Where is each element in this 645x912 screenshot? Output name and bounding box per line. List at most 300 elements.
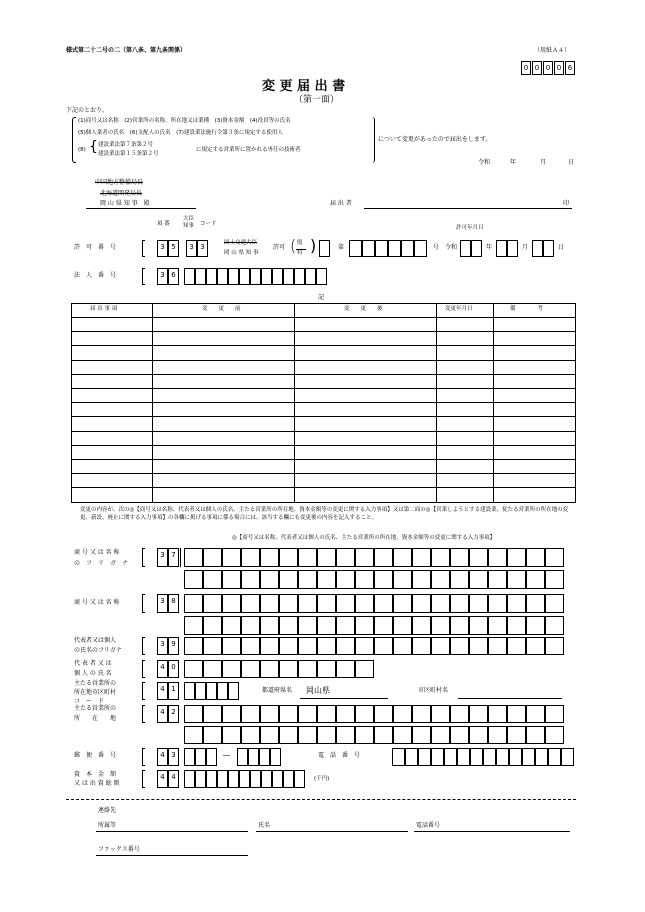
name-box[interactable] — [545, 594, 564, 613]
rep-kana-box[interactable] — [203, 637, 222, 655]
corp-number-box[interactable] — [272, 268, 283, 285]
rep-kana-item-digit: 3 — [157, 637, 168, 655]
kana-name-box[interactable] — [374, 570, 393, 589]
rep-name-box[interactable] — [336, 660, 355, 678]
corp-item-digit: 3 — [157, 268, 168, 285]
permit-number-box[interactable] — [388, 240, 401, 257]
rep-kana-box[interactable] — [469, 637, 488, 655]
name-box[interactable] — [431, 616, 450, 635]
form-code-digit: 0 — [532, 61, 542, 75]
kana-name-box[interactable] — [298, 548, 317, 567]
address-box[interactable] — [222, 726, 241, 744]
name-item-digit: 8 — [168, 594, 179, 613]
address-box[interactable] — [507, 705, 526, 723]
city-code-box[interactable] — [217, 682, 228, 700]
address-box[interactable] — [336, 705, 355, 723]
table-header: 備 考 — [510, 306, 544, 312]
address-box[interactable] — [488, 726, 507, 744]
permit-number-box[interactable] — [414, 240, 427, 257]
contact-name-label: 氏名 — [258, 822, 271, 829]
kind-divider — [296, 249, 306, 250]
permit-number-box[interactable] — [401, 240, 414, 257]
name-box[interactable] — [222, 616, 241, 635]
authority-minister: 国土交通大臣 — [224, 240, 258, 246]
rep-name-box[interactable] — [260, 660, 279, 678]
address-box[interactable] — [317, 726, 336, 744]
kana-name-box[interactable] — [431, 570, 450, 589]
address-box[interactable] — [545, 726, 564, 744]
name-box[interactable] — [298, 594, 317, 613]
corp-number-box[interactable] — [283, 268, 294, 285]
address-box[interactable] — [203, 705, 222, 723]
corp-number-box[interactable] — [228, 268, 239, 285]
change-table — [71, 303, 576, 503]
contact-name-line[interactable] — [256, 831, 408, 832]
permit-month-box[interactable] — [507, 240, 518, 257]
address-box[interactable] — [260, 726, 279, 744]
address-box[interactable] — [298, 726, 317, 744]
tel-label: 電 話 番 号 — [318, 752, 361, 759]
rep-kana-box[interactable] — [507, 637, 526, 655]
city-code-item-digit: 1 — [168, 682, 179, 700]
postal-box[interactable] — [195, 748, 206, 766]
postal-box[interactable] — [259, 748, 270, 766]
postal-bracket — [142, 748, 145, 766]
kana-name-box[interactable] — [260, 548, 279, 567]
address-box[interactable] — [526, 705, 545, 723]
address-box[interactable] — [431, 705, 450, 723]
tel-box[interactable] — [444, 748, 457, 766]
kana-name-box[interactable] — [355, 548, 374, 567]
applicant-label: 届 出 者 — [330, 200, 352, 207]
name-box[interactable] — [488, 594, 507, 613]
kana-name-box[interactable] — [469, 570, 488, 589]
tel-box[interactable] — [548, 748, 561, 766]
name-box[interactable] — [317, 616, 336, 635]
name-box[interactable] — [450, 594, 469, 613]
form-code-digit: 6 — [565, 61, 575, 75]
name-box[interactable] — [374, 594, 393, 613]
intro-items-line2: (5)個人業者の氏名 (6)支配人の氏名 (7)建設業法施行令第３条に規定する使用人 — [78, 130, 283, 136]
name-box[interactable] — [412, 594, 431, 613]
permit-item-digit: 3 — [157, 240, 168, 257]
address-box[interactable] — [241, 705, 260, 723]
address-box[interactable] — [184, 726, 203, 744]
permit-year-box[interactable] — [471, 240, 482, 257]
kana-name-box[interactable] — [526, 570, 545, 589]
name-box[interactable] — [203, 616, 222, 635]
address-box[interactable] — [412, 726, 431, 744]
contact-fax-label: ファックス番号 — [98, 846, 140, 853]
name-box[interactable] — [526, 594, 545, 613]
kana-name-box[interactable] — [279, 548, 298, 567]
corp-item-digit: 6 — [168, 268, 179, 285]
addressee-okayama: 岡 山 県 知 事 殿 — [100, 200, 150, 207]
address-box[interactable] — [412, 705, 431, 723]
permit-number-box[interactable] — [349, 240, 362, 257]
rep-name-item-digit: 4 — [157, 660, 168, 678]
name-box[interactable] — [469, 616, 488, 635]
kana-name-box[interactable] — [203, 548, 222, 567]
permit-code-digit: 3 — [197, 240, 208, 257]
tel-box[interactable] — [392, 748, 405, 766]
rep-name-bracket — [142, 660, 145, 678]
name-box[interactable] — [526, 616, 545, 635]
corp-number-box[interactable] — [305, 268, 316, 285]
kana-name-bracket — [142, 548, 145, 567]
rep-kana-box[interactable] — [241, 637, 260, 655]
table-row[interactable] — [72, 317, 575, 318]
corp-number-box[interactable] — [294, 268, 305, 285]
kana-name-box[interactable] — [507, 570, 526, 589]
table-row[interactable] — [72, 331, 575, 332]
kana-name-box[interactable] — [393, 570, 412, 589]
applicant-seal: 印 — [563, 200, 570, 207]
kana-name-box[interactable] — [222, 548, 241, 567]
address-box[interactable] — [336, 726, 355, 744]
corp-number-box[interactable] — [316, 268, 327, 285]
address-box[interactable] — [374, 705, 393, 723]
name-box[interactable] — [336, 594, 355, 613]
capital-box[interactable] — [195, 770, 206, 788]
address-item-digit: 2 — [168, 705, 179, 723]
permit-item-digit: 5 — [168, 240, 179, 257]
permit-word: 許可 — [273, 244, 286, 251]
address-box[interactable] — [393, 726, 412, 744]
city-code-label2: 所在地市区町村 — [74, 689, 117, 696]
name-box[interactable] — [393, 616, 412, 635]
kana-name-item-digit: 7 — [168, 548, 179, 567]
rep-kana-box[interactable] — [526, 637, 545, 655]
permit-code-digit: 3 — [186, 240, 197, 257]
name-box[interactable] — [241, 594, 260, 613]
name-box[interactable] — [241, 616, 260, 635]
tel-box[interactable] — [483, 748, 496, 766]
address-box[interactable] — [450, 726, 469, 744]
table-row[interactable] — [72, 431, 575, 432]
kana-name-box[interactable] — [374, 548, 393, 567]
pref-underline — [300, 698, 388, 699]
rep-kana-box[interactable] — [298, 637, 317, 655]
contact-fax-line[interactable] — [96, 855, 248, 856]
tel-box[interactable] — [535, 748, 548, 766]
address-box[interactable] — [279, 705, 298, 723]
capital-box[interactable] — [261, 770, 272, 788]
rep-name-box[interactable] — [298, 660, 317, 678]
rep-kana-box[interactable] — [374, 637, 393, 655]
pref-label: 都道府県名 — [262, 687, 293, 694]
kind-box[interactable] — [319, 240, 330, 257]
name-box[interactable] — [450, 616, 469, 635]
rep-name-box[interactable] — [203, 660, 222, 678]
contact-tel-line[interactable] — [414, 831, 570, 832]
address-box[interactable] — [355, 705, 374, 723]
capital-box[interactable] — [217, 770, 228, 788]
capital-label1: 資 本 金 額 — [74, 771, 117, 778]
kana-name-label1: 商 号 又 は 名 称 — [74, 549, 120, 556]
intro-left-brace — [72, 117, 76, 163]
name-box[interactable] — [279, 594, 298, 613]
rep-kana-box[interactable] — [431, 637, 450, 655]
tel-box[interactable] — [418, 748, 431, 766]
kana-name-item-digit: 3 — [157, 548, 168, 567]
postal-box[interactable] — [184, 748, 195, 766]
table-row[interactable] — [72, 487, 575, 488]
permit-month-box[interactable] — [496, 240, 507, 257]
tel-box[interactable] — [405, 748, 418, 766]
address-box[interactable] — [469, 705, 488, 723]
intro-lead: 下記のとおり、 — [66, 107, 109, 114]
name-box[interactable] — [184, 594, 203, 613]
name-box[interactable] — [469, 594, 488, 613]
capital-box[interactable] — [206, 770, 217, 788]
rep-kana-box[interactable] — [336, 637, 355, 655]
rep-kana-box[interactable] — [450, 637, 469, 655]
corp-number-box[interactable] — [261, 268, 272, 285]
name-box[interactable] — [222, 594, 241, 613]
corp-bracket — [142, 268, 145, 285]
address-box[interactable] — [469, 726, 488, 744]
name-box[interactable] — [279, 616, 298, 635]
name-box[interactable] — [488, 616, 507, 635]
name-box[interactable] — [507, 594, 526, 613]
postal-item-digit: 3 — [168, 748, 179, 766]
contact-office-label: 所属等 — [98, 822, 117, 829]
address-label2: 所 在 地 — [74, 715, 117, 722]
corp-number-box[interactable] — [206, 268, 217, 285]
kana-name-box[interactable] — [526, 548, 545, 567]
kana-name-box[interactable] — [298, 570, 317, 589]
address-box[interactable] — [545, 705, 564, 723]
kana-name-box[interactable] — [241, 570, 260, 589]
kana-name-box[interactable] — [184, 548, 203, 567]
paper-size: （用紙Ａ４） — [534, 47, 571, 54]
kind-open-paren: ( — [290, 236, 297, 255]
rep-kana-box[interactable] — [279, 637, 298, 655]
name-box[interactable] — [355, 594, 374, 613]
corp-number-box[interactable] — [250, 268, 261, 285]
kana-name-box[interactable] — [450, 548, 469, 567]
rep-kana-box[interactable] — [317, 637, 336, 655]
permit-label: 許 可 番 号 — [74, 244, 117, 251]
postal-box[interactable] — [237, 748, 248, 766]
city-code-label3: コ ー ド — [74, 698, 105, 705]
kana-name-box[interactable] — [317, 570, 336, 589]
name-box[interactable] — [317, 594, 336, 613]
capital-box[interactable] — [250, 770, 261, 788]
kana-name-box[interactable] — [222, 570, 241, 589]
city-code-box[interactable] — [195, 682, 206, 700]
kana-name-box[interactable] — [336, 570, 355, 589]
address-box[interactable] — [298, 705, 317, 723]
name-box[interactable] — [260, 594, 279, 613]
permit-go: 号 — [433, 244, 440, 251]
city-code-box[interactable] — [228, 682, 239, 700]
address-box[interactable] — [507, 726, 526, 744]
postal-box[interactable] — [206, 748, 217, 766]
name-box[interactable] — [374, 616, 393, 635]
kana-name-box[interactable] — [203, 570, 222, 589]
tel-box[interactable] — [509, 748, 522, 766]
kana-name-box[interactable] — [431, 548, 450, 567]
rep-kana-box[interactable] — [222, 637, 241, 655]
city-code-item-digit: 4 — [157, 682, 168, 700]
address-box[interactable] — [488, 705, 507, 723]
kana-name-box[interactable] — [469, 548, 488, 567]
tel-box[interactable] — [561, 748, 574, 766]
tel-box[interactable] — [457, 748, 470, 766]
kana-name-box[interactable] — [488, 570, 507, 589]
postal-label: 郵 便 番 号 — [74, 752, 117, 759]
capital-bracket — [142, 770, 145, 788]
address-box[interactable] — [241, 726, 260, 744]
corp-number-box[interactable] — [239, 268, 250, 285]
rep-name-label1: 代 表 者 又 は — [74, 660, 112, 667]
capital-box[interactable] — [294, 770, 305, 788]
address-box[interactable] — [222, 705, 241, 723]
address-box[interactable] — [450, 705, 469, 723]
address-box[interactable] — [279, 726, 298, 744]
date-year-label: 年 — [510, 159, 517, 166]
name-box[interactable] — [355, 616, 374, 635]
intro-item8-law2: 建設業法第１５条第２号 — [98, 151, 159, 157]
kana-name-box[interactable] — [488, 548, 507, 567]
table-row[interactable] — [72, 445, 575, 446]
rep-name-box[interactable] — [317, 660, 336, 678]
address-box[interactable] — [260, 705, 279, 723]
intro-item8-tail: に規定する営業所に置かれる専任の技術者 — [196, 147, 301, 153]
capital-box[interactable] — [272, 770, 283, 788]
table-row[interactable] — [72, 459, 575, 460]
corp-number-box[interactable] — [217, 268, 228, 285]
kana-name-box[interactable] — [241, 548, 260, 567]
kana-name-box[interactable] — [545, 548, 564, 567]
city-code-box[interactable] — [206, 682, 217, 700]
name-box[interactable] — [260, 616, 279, 635]
rep-kana-box[interactable] — [545, 637, 564, 655]
name-item-digit: 3 — [157, 594, 168, 613]
capital-box[interactable] — [184, 770, 195, 788]
capital-item-digit: 4 — [157, 770, 168, 788]
tel-box[interactable] — [470, 748, 483, 766]
rep-name-label2: 個 人 の 氏 名 — [74, 670, 112, 677]
address-box[interactable] — [203, 726, 222, 744]
capital-box[interactable] — [228, 770, 239, 788]
table-row[interactable] — [72, 345, 575, 346]
permit-date-label: 許可年月日 — [456, 225, 484, 231]
col-code: コード — [200, 221, 217, 227]
rep-kana-item-digit: 9 — [168, 637, 179, 655]
name-box[interactable] — [545, 616, 564, 635]
address-box[interactable] — [374, 726, 393, 744]
kana-name-box[interactable] — [317, 548, 336, 567]
kana-name-label2: の フ リ ガ ナ — [74, 560, 129, 567]
kana-name-box[interactable] — [507, 548, 526, 567]
address-box[interactable] — [431, 726, 450, 744]
permit-day-box[interactable] — [532, 240, 543, 257]
rep-kana-box[interactable] — [184, 637, 203, 655]
kana-name-box[interactable] — [184, 570, 203, 589]
city-input-line[interactable] — [458, 698, 562, 699]
kind-close-paren: ) — [310, 236, 317, 255]
rep-kana-box[interactable] — [355, 637, 374, 655]
name-box[interactable] — [336, 616, 355, 635]
date-reiwa-label: 令和 — [478, 159, 491, 166]
kana-name-box[interactable] — [355, 570, 374, 589]
addressee-chugoku: 中国地方整備局長 — [95, 179, 144, 186]
capital-box[interactable] — [283, 770, 294, 788]
table-row[interactable] — [72, 473, 575, 474]
permit-day-box[interactable] — [543, 240, 554, 257]
tel-box[interactable] — [522, 748, 535, 766]
kana-name-box[interactable] — [412, 570, 431, 589]
address-box[interactable] — [355, 726, 374, 744]
rep-name-box[interactable] — [222, 660, 241, 678]
corp-number-box[interactable] — [195, 268, 206, 285]
rep-kana-box[interactable] — [393, 637, 412, 655]
kana-name-box[interactable] — [279, 570, 298, 589]
rep-name-box[interactable] — [241, 660, 260, 678]
contact-office-line[interactable] — [96, 831, 248, 832]
table-row[interactable] — [72, 402, 575, 403]
rep-kana-label2: の氏名のフリガナ — [74, 647, 122, 654]
name-box[interactable] — [393, 594, 412, 613]
name-box[interactable] — [203, 594, 222, 613]
kana-name-box[interactable] — [336, 548, 355, 567]
permit-number-box[interactable] — [375, 240, 388, 257]
permit-dai: 第 — [338, 244, 345, 251]
postal-box[interactable] — [248, 748, 259, 766]
tel-box[interactable] — [496, 748, 509, 766]
kana-name-box[interactable] — [260, 570, 279, 589]
applicant-input-line[interactable] — [364, 208, 572, 209]
rep-kana-box[interactable] — [260, 637, 279, 655]
city-code-box[interactable] — [184, 682, 195, 700]
table-row[interactable] — [72, 374, 575, 375]
dashed-separator — [66, 799, 576, 800]
kana-name-box[interactable] — [393, 548, 412, 567]
name-box[interactable] — [507, 616, 526, 635]
postal-box[interactable] — [270, 748, 281, 766]
rep-name-box[interactable] — [184, 660, 203, 678]
name-box[interactable] — [431, 594, 450, 613]
postal-item-digit: 4 — [157, 748, 168, 766]
corp-number-box[interactable] — [184, 268, 195, 285]
page-subtitle: （第一面） — [294, 95, 340, 105]
tel-box[interactable] — [431, 748, 444, 766]
kana-name-box[interactable] — [412, 548, 431, 567]
permit-year-box[interactable] — [460, 240, 471, 257]
table-row[interactable] — [72, 416, 575, 417]
rep-kana-box[interactable] — [412, 637, 431, 655]
name-box[interactable] — [184, 616, 203, 635]
table-row[interactable] — [72, 360, 575, 361]
kana-name-box[interactable] — [450, 570, 469, 589]
name-box[interactable] — [298, 616, 317, 635]
name-box[interactable] — [412, 616, 431, 635]
rep-kana-box[interactable] — [488, 637, 507, 655]
address-box[interactable] — [393, 705, 412, 723]
capital-box[interactable] — [239, 770, 250, 788]
address-box[interactable] — [317, 705, 336, 723]
address-box[interactable] — [184, 705, 203, 723]
rep-name-box[interactable] — [279, 660, 298, 678]
kana-name-box[interactable] — [545, 570, 564, 589]
address-box[interactable] — [526, 726, 545, 744]
permit-number-box[interactable] — [362, 240, 375, 257]
table-row[interactable] — [72, 388, 575, 389]
rep-name-box[interactable] — [355, 660, 374, 678]
